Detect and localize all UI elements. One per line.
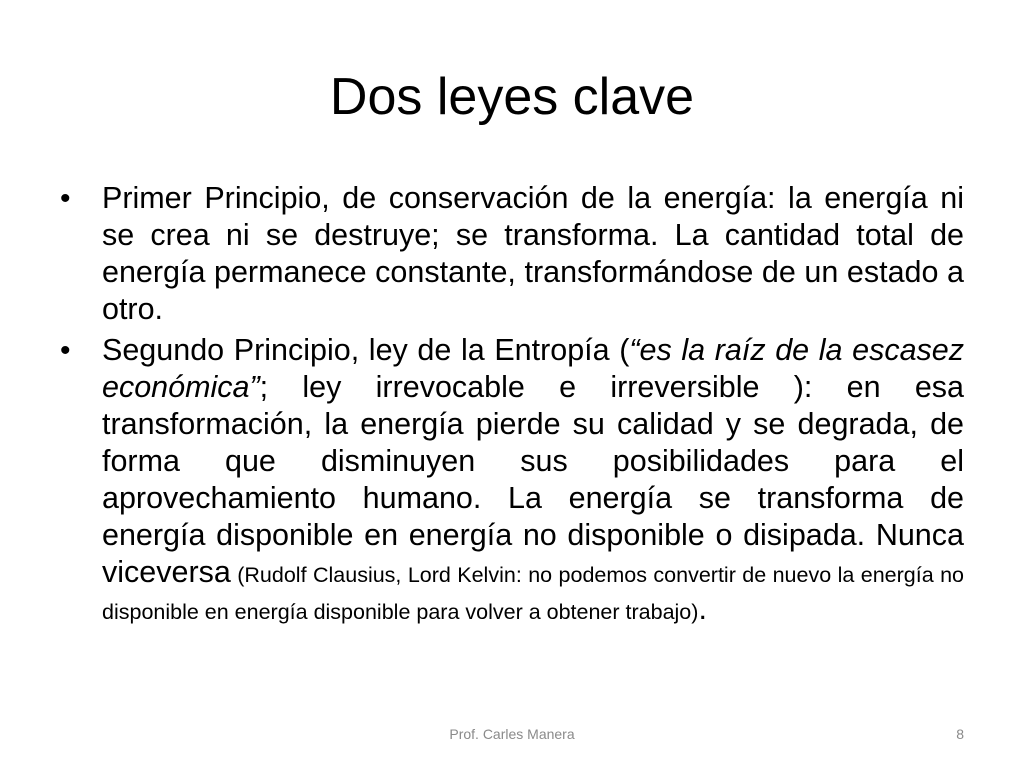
bullet-item-first-principle	[60, 180, 964, 328]
footer-author: Prof. Carles Manera	[449, 726, 575, 742]
bullet-end: .	[698, 592, 707, 626]
page-number: 8	[956, 726, 964, 742]
bullet-list	[60, 180, 964, 629]
bullet-icon: •	[60, 182, 71, 215]
bullet-text-part1: Segundo Principio, ley de la Entropía (	[102, 333, 630, 367]
bullet-note: (Rudolf Clausius, Lord Kelvin: no podemos convertir de nuevo la energía no disponible en energía disponible para volver a obtener trabajo)	[102, 563, 964, 624]
bullet-item-second-principle	[60, 332, 964, 629]
bullet-text-part2: ; ley irrevocable e irreversible ): en esa transformación, la energía pierde su calidad y se degrada, de forma que disminuyen sus posibilidades para el aprovechamiento humano. La energía se transforma de energía disponible en energía no disponible o disipada. Nunca viceversa	[102, 370, 964, 589]
bullet-quote: “es la raíz de la escasez económica”	[102, 333, 964, 404]
bullet-text: Primer Principio, de conservación de la energía: la energía ni se crea ni se destruye; se transforma. La cantidad total de energía permanece constante, transformándose de un estado a otro.	[102, 181, 964, 326]
slide-title: Dos leyes clave	[329, 68, 695, 126]
bullet-icon: •	[60, 334, 71, 367]
